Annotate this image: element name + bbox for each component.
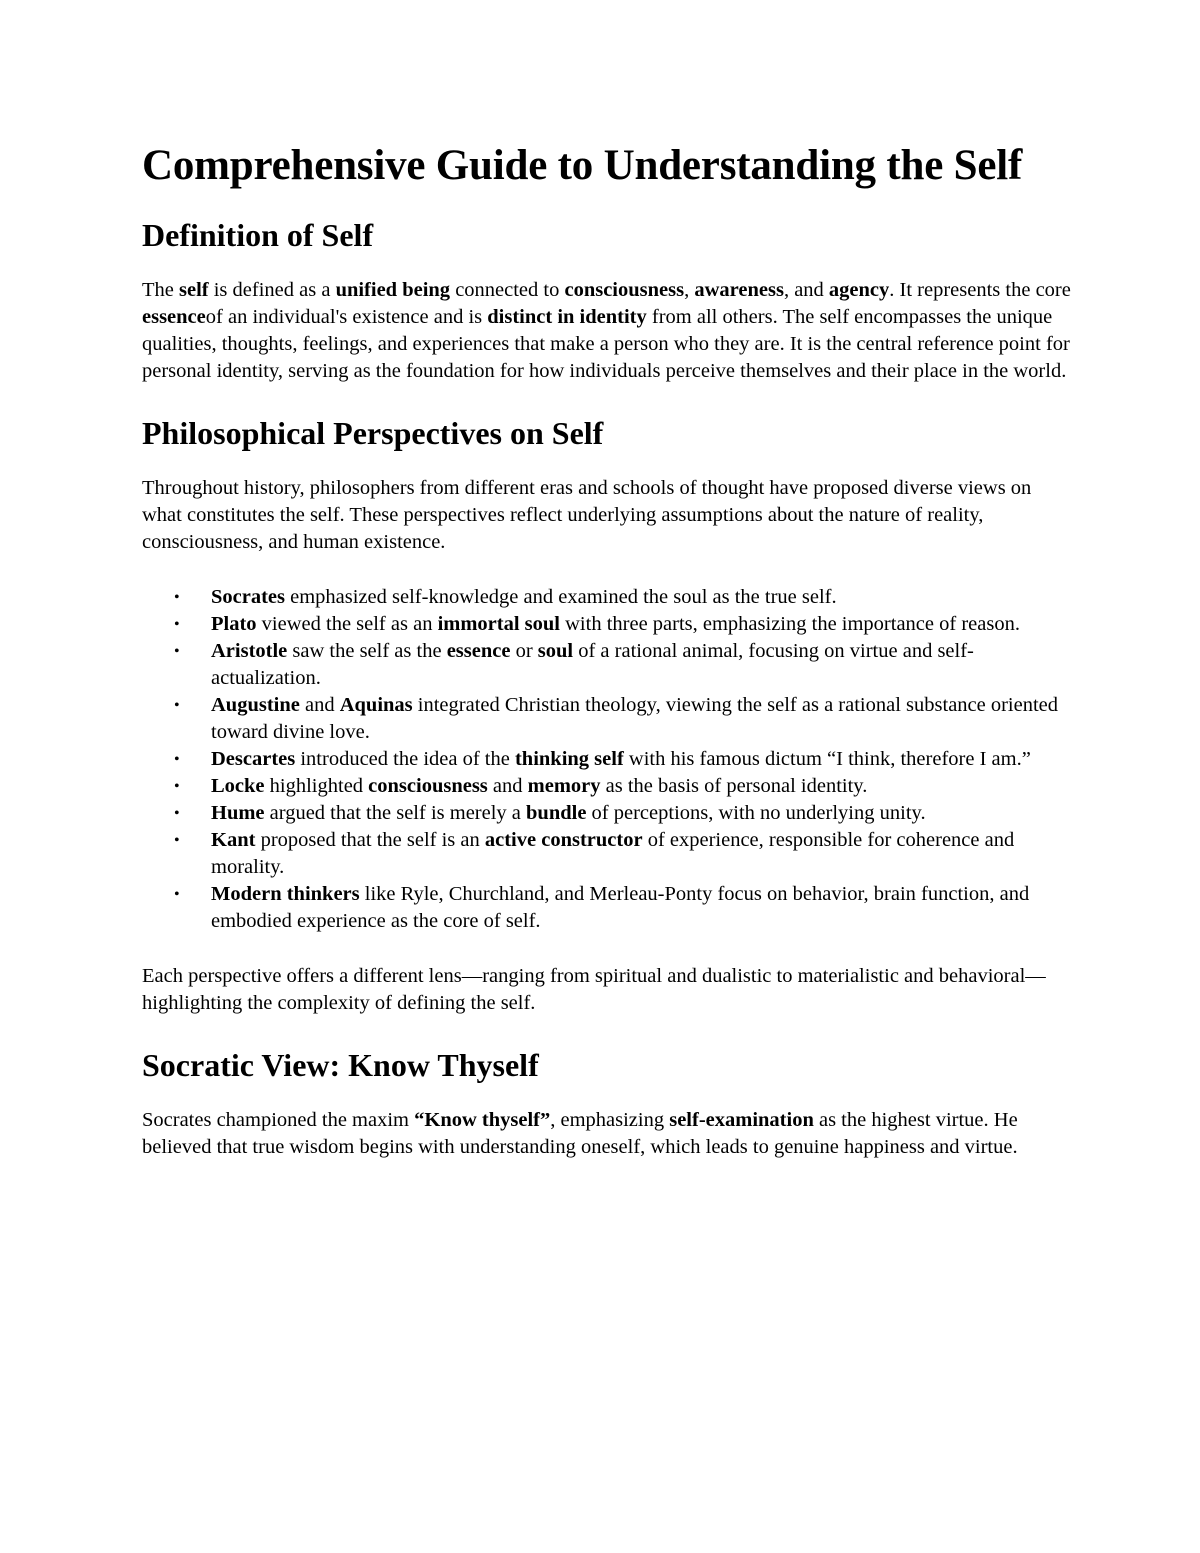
text-run: of a rational animal, focusing on virtue and self-actualization. — [211, 640, 974, 689]
bold-text: soul — [537, 640, 574, 662]
paragraph — [142, 277, 1072, 385]
text-run: Throughout history, philosophers from different eras and schools of thought have proposed diverse views on what constitutes the self. These perspectives reflect underlying assumptions about the nature of reality, consciousness, and human existence. — [142, 477, 1032, 553]
bullet-icon: • — [174, 589, 180, 606]
list-item — [142, 881, 1072, 935]
list-item — [142, 746, 1072, 773]
text-run: , emphasizing — [550, 1109, 670, 1131]
list-item-text — [211, 802, 926, 824]
bold-text: active constructor — [484, 829, 643, 851]
section-heading: Philosophical Perspectives on Self — [142, 415, 604, 451]
bold-text: self-examination — [669, 1109, 814, 1131]
list-item — [142, 638, 1072, 692]
bold-text: Locke — [211, 775, 265, 797]
section-heading: Socratic View: Know Thyself — [142, 1047, 539, 1083]
bullet-icon: • — [174, 643, 180, 660]
text-run: saw the self as the — [287, 640, 447, 662]
text-run: with his famous dictum “I think, therefore I am.” — [623, 748, 1031, 770]
text-run: , and — [783, 279, 829, 301]
text-run: with three parts, emphasizing the importance of reason. — [560, 613, 1020, 635]
text-run: from all others. The self encompasses the unique qualities, thoughts, feelings, and experiences that make a person who they are. It is the central reference point for personal identity, serving as the foundation for how individuals perceive themselves and their place in the world. — [142, 306, 1070, 382]
section-definition-of-self — [142, 215, 1072, 385]
bold-text: Aristotle — [211, 640, 288, 662]
bold-text: essence — [142, 306, 206, 328]
text-run: like Ryle, Churchland, and Merleau-Ponty focus on behavior, brain function, and embodied experience as the core of self. — [211, 883, 1030, 932]
text-run: connected to — [450, 279, 565, 301]
text-run: Socrates championed the maxim — [142, 1109, 415, 1131]
bold-text: Hume — [211, 802, 265, 824]
bullet-icon: • — [174, 616, 180, 633]
text-run: and — [299, 694, 340, 716]
bold-text: thinking self — [514, 748, 624, 770]
text-run: as the basis of personal identity. — [600, 775, 868, 797]
text-run: Each perspective offers a different lens—ranging from spiritual and dualistic to materialistic and behavioral—highlighting the complexity of defining the self. — [142, 965, 1046, 1014]
section-philosophical-perspectives — [142, 413, 1072, 1017]
bullet-icon: • — [174, 886, 180, 903]
bullet-icon: • — [174, 697, 180, 714]
list-item-text — [211, 694, 1058, 743]
bold-text: Descartes — [211, 748, 296, 770]
bold-text: consciousness — [368, 775, 488, 797]
list-item-text — [211, 775, 867, 797]
text-run: of an individual's existence and is — [205, 306, 488, 328]
bold-text: consciousness — [564, 279, 685, 301]
text-run: integrated Christian theology, viewing the self as a rational substance oriented toward divine love. — [211, 694, 1059, 743]
paragraph — [142, 1107, 1072, 1161]
text-run: , — [684, 279, 695, 301]
text-run: The — [142, 279, 179, 301]
bold-text: Aquinas — [339, 694, 413, 716]
paragraph — [142, 963, 1072, 1017]
list-item-text — [211, 586, 837, 608]
bold-text: “Know thyself” — [414, 1109, 551, 1131]
list-item — [142, 692, 1072, 746]
bold-text: Plato — [211, 613, 257, 635]
text-run: . It represents the core — [889, 279, 1071, 301]
bold-text: Kant — [211, 829, 256, 851]
bold-text: Socrates — [211, 586, 286, 608]
text-run: viewed the self as an — [256, 613, 438, 635]
text-run: argued that the self is merely a — [264, 802, 527, 824]
section-heading: Definition of Self — [142, 217, 374, 253]
list-item-text — [211, 883, 1029, 932]
text-run: emphasized self-knowledge and examined the soul as the true self. — [285, 586, 837, 608]
bold-text: awareness — [694, 279, 784, 301]
bold-text: Modern thinkers — [211, 883, 360, 905]
bold-text: immortal soul — [437, 613, 560, 635]
text-run: and — [487, 775, 528, 797]
text-run: of experience, responsible for coherence and morality. — [211, 829, 1015, 878]
bold-text: essence — [446, 640, 511, 662]
bold-text: self — [179, 279, 209, 301]
list-item-text — [211, 640, 974, 689]
bullet-icon: • — [174, 805, 180, 822]
document-page — [142, 138, 1072, 1189]
text-run: introduced the idea of the — [295, 748, 515, 770]
bold-text: Augustine — [211, 694, 300, 716]
paragraph — [142, 475, 1072, 556]
bullet-icon: • — [174, 751, 180, 768]
text-run: as the highest virtue. He believed that true wisdom begins with understanding oneself, which leads to genuine happiness and virtue. — [142, 1109, 1018, 1158]
text-run: of perceptions, with no underlying unity. — [586, 802, 926, 824]
bold-text: distinct in identity — [487, 306, 647, 328]
text-run: proposed that the self is an — [255, 829, 485, 851]
list-item — [142, 584, 1072, 611]
bold-text: bundle — [526, 802, 587, 824]
list-item — [142, 827, 1072, 881]
bullet-icon: • — [174, 832, 180, 849]
text-run: is defined as a — [208, 279, 336, 301]
text-run: highlighted — [264, 775, 369, 797]
bold-text: unified being — [335, 279, 451, 301]
list-item-text — [211, 748, 1031, 770]
list-item-text — [211, 613, 1020, 635]
document-title: Comprehensive Guide to Understanding the Self — [142, 142, 1023, 189]
list-item — [142, 611, 1072, 638]
text-run: or — [510, 640, 538, 662]
list-item — [142, 800, 1072, 827]
list-item — [142, 773, 1072, 800]
bold-text: memory — [527, 775, 601, 797]
section-socratic-view — [142, 1045, 1072, 1161]
bold-text: agency — [828, 279, 890, 301]
bullet-icon: • — [174, 778, 180, 795]
philosopher-list — [142, 584, 1072, 935]
list-item-text — [211, 829, 1014, 878]
